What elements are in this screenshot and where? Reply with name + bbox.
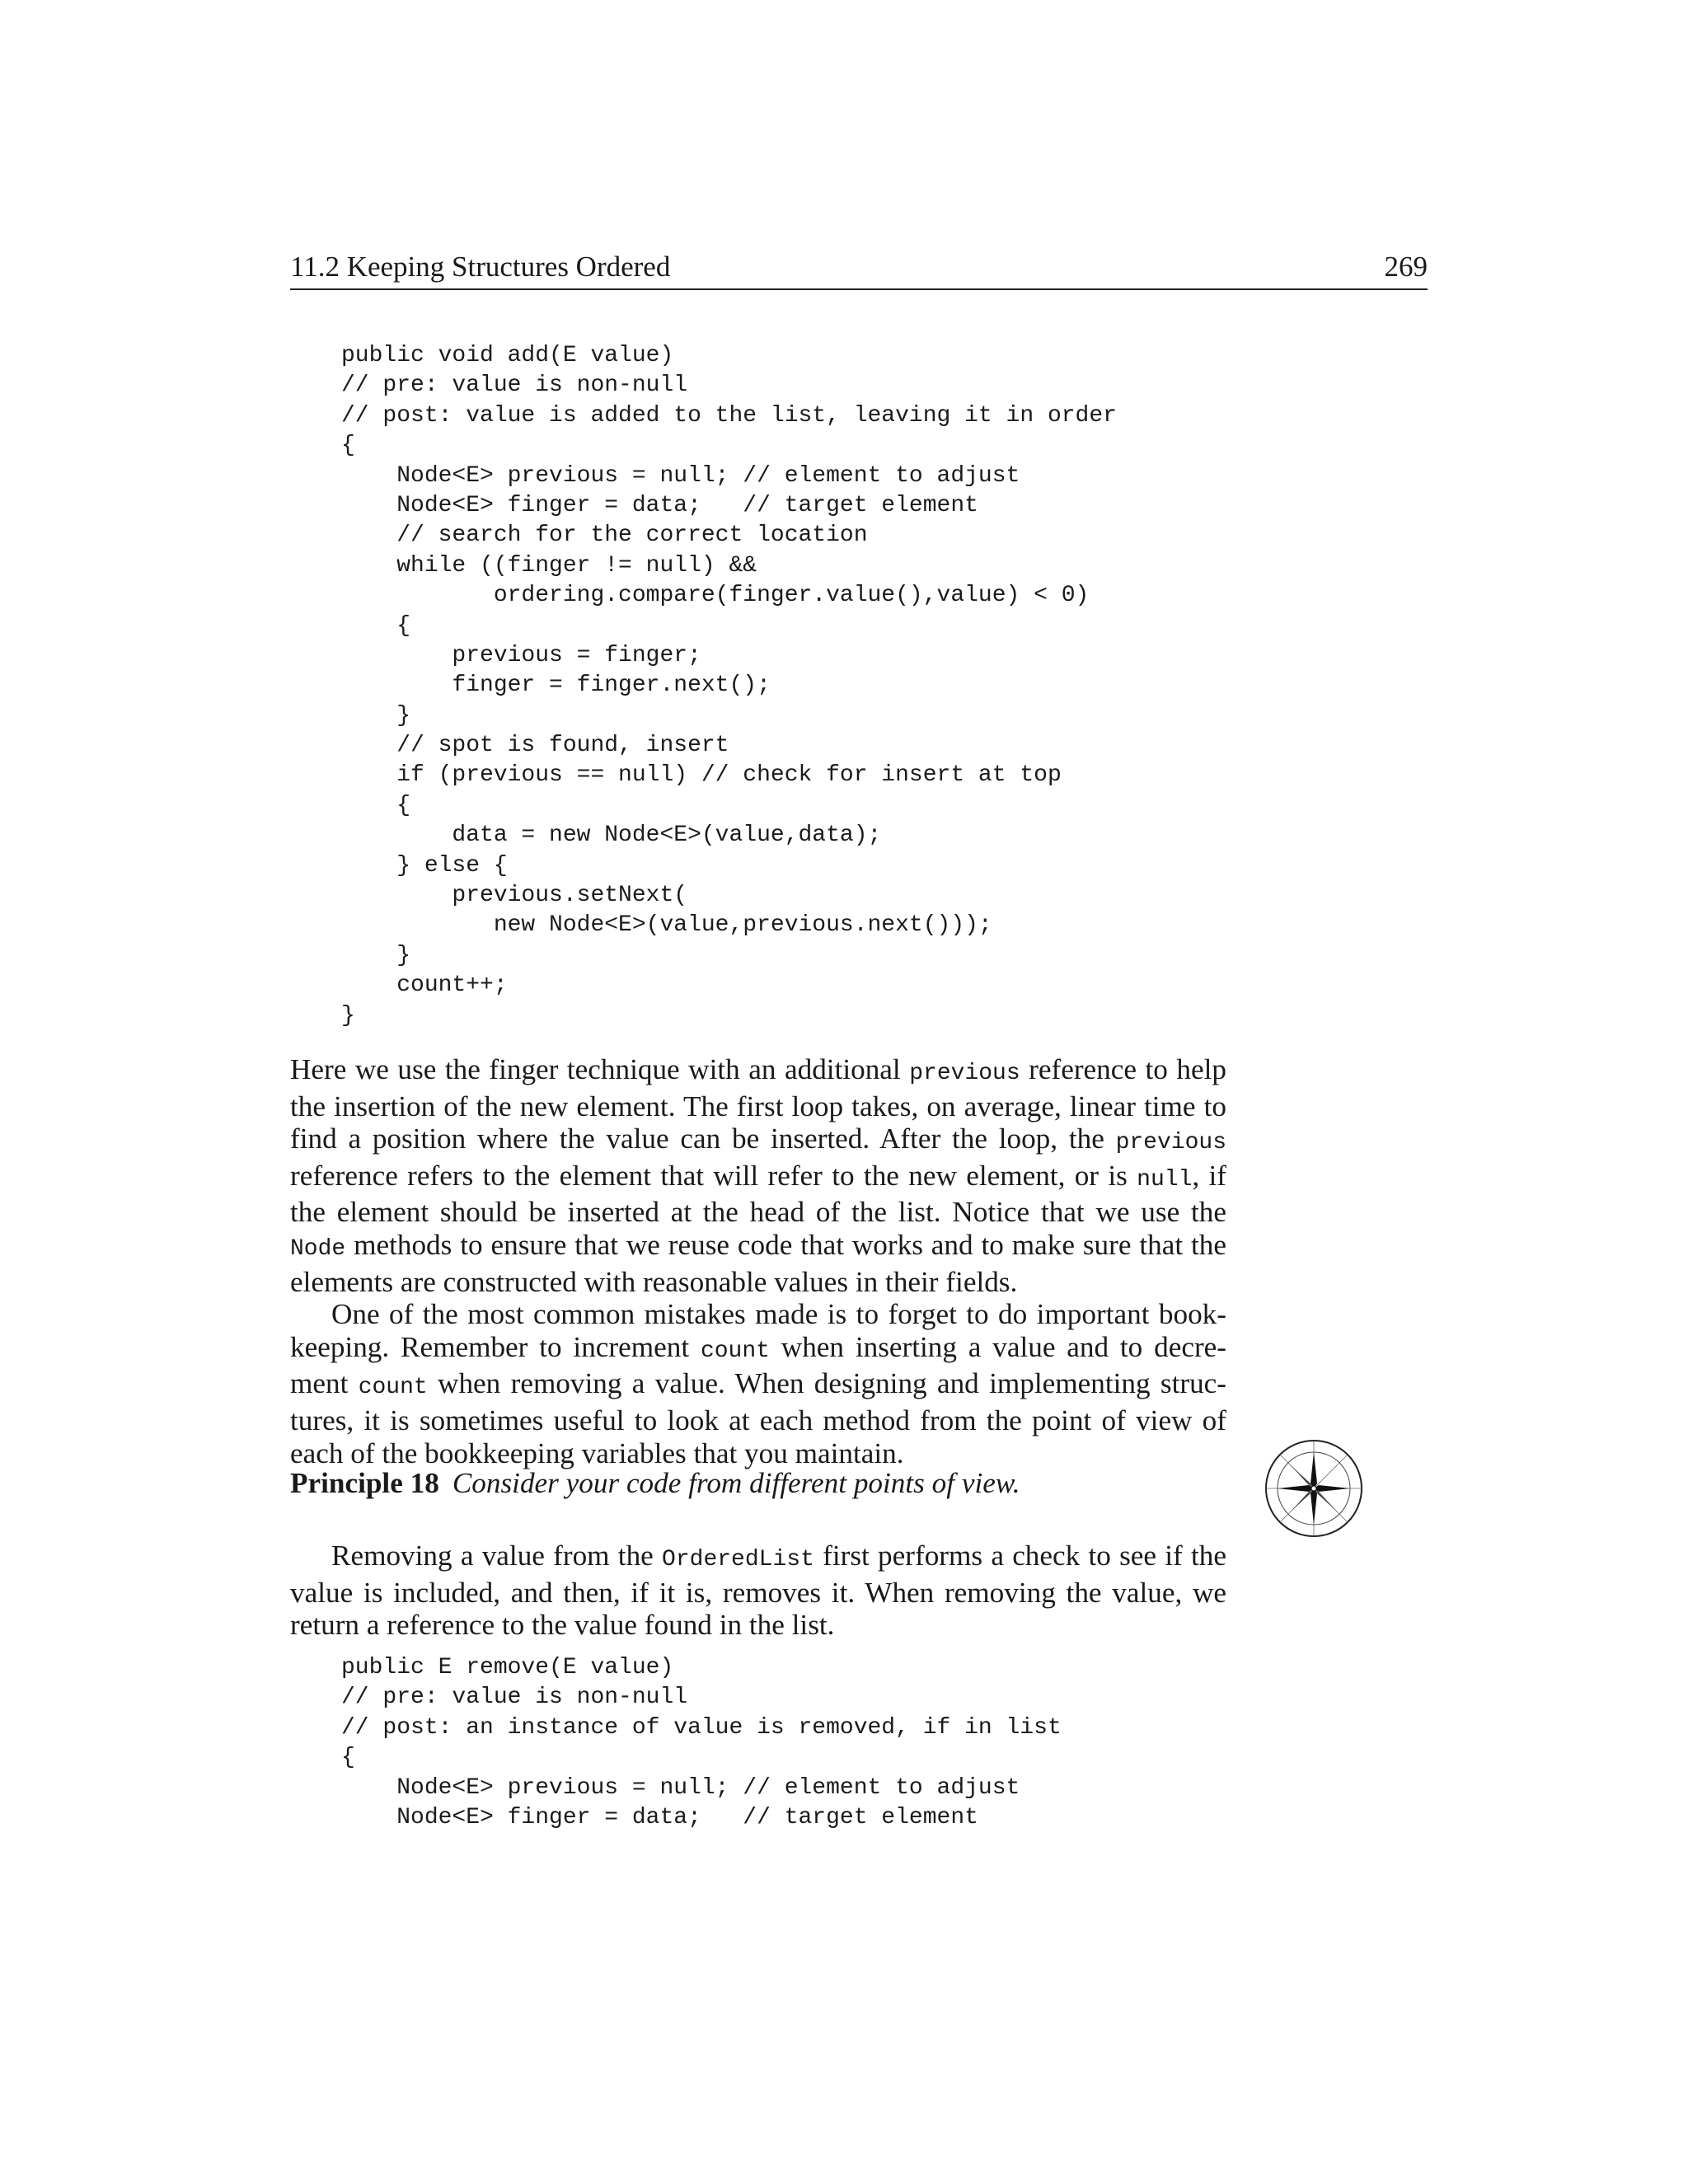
code-listing-remove	[341, 1653, 1062, 1833]
code-line: }	[341, 942, 411, 968]
text-run: One of the most common mistakes made is to forget to do important bookkeeping. Remember to increment	[290, 1298, 1226, 1363]
paragraph-bookkeeping	[290, 1298, 1226, 1469]
page-number: 269	[1384, 251, 1428, 283]
text-run: reference to help the insertion of the new element. The first loop takes, on average, linear time to find a position where the value can be inserted. After the loop, the	[290, 1053, 1226, 1155]
code-line: count++;	[341, 972, 508, 999]
code-line: {	[341, 792, 411, 818]
inline-code: Node	[290, 1235, 346, 1262]
inline-code: OrderedList	[662, 1547, 814, 1572]
text-run: first performs a check to see if the value is included, and then, if it is, removes it. When removing the value, we return a reference to the value found in the list.	[290, 1540, 1226, 1642]
running-header	[290, 249, 1428, 290]
inline-code: count	[358, 1375, 428, 1401]
paragraph-remove	[290, 1540, 1226, 1642]
inline-code: null	[1137, 1166, 1193, 1193]
code-line: data = new Node<E>(value,data);	[341, 823, 882, 849]
code-line: // pre: value is non-null	[341, 1685, 688, 1711]
code-line: Node<E> previous = null; // element to adjust	[341, 462, 1020, 489]
code-line: public void add(E value)	[341, 343, 674, 368]
principle-label: Principle 18	[290, 1467, 439, 1499]
code-line: // spot is found, insert	[341, 733, 729, 759]
text-run: methods to ensure that we reuse code that works and to make sure that the elements are constructed with reasonable values in their fields.	[290, 1228, 1226, 1298]
code-line: }	[341, 702, 411, 729]
principle-text: Consider your code from different points of view.	[452, 1467, 1020, 1499]
code-line: Node<E> previous = null; // element to adjust	[341, 1774, 1020, 1801]
compass-rose-icon	[1263, 1437, 1365, 1540]
code-line: // post: an instance of value is removed, if in list	[341, 1714, 1062, 1741]
inline-code: previous	[909, 1061, 1020, 1086]
text-run: reference refers to the element that will refer to the new element, or is	[290, 1159, 1137, 1192]
code-line: {	[341, 433, 355, 459]
code-line: Node<E> finger = data; // target element	[341, 1804, 978, 1830]
code-line: previous = finger;	[341, 642, 701, 668]
code-line: {	[341, 612, 411, 639]
code-line: // post: value is added to the list, leaving it in order	[341, 402, 1117, 429]
code-line: }	[341, 1002, 355, 1029]
paragraph-finger-technique	[290, 1053, 1226, 1298]
section-title: 11.2 Keeping Structures Ordered	[290, 251, 671, 283]
text-run: when removing a value. When designing and implementing structures, it is sometimes useful to look at each method from the point of view of each of the bookkeeping variables that you maintain.	[290, 1367, 1227, 1469]
code-listing-add	[341, 341, 1117, 1031]
text-run: Here we use the finger technique with an additional	[290, 1053, 910, 1085]
text-run: Removing a value from the	[331, 1540, 663, 1572]
code-line: while ((finger != null) &&	[341, 552, 757, 579]
text-run: , if the element should be inserted at the head of the list. Notice that we use the	[290, 1159, 1227, 1229]
body-text-1	[290, 1053, 1226, 1469]
code-line: Node<E> finger = data; // target element	[341, 492, 978, 518]
code-line: } else {	[341, 852, 508, 879]
code-line: public E remove(E value)	[341, 1655, 674, 1680]
code-line: ordering.compare(finger.value(),value) < 0)	[341, 583, 1090, 609]
code-line: if (previous == null) // check for insert at top	[341, 762, 1062, 789]
inline-code: count	[700, 1338, 770, 1364]
principle-statement	[290, 1467, 1020, 1500]
body-text-2	[290, 1540, 1226, 1642]
code-line: // pre: value is non-null	[341, 373, 688, 399]
code-line: previous.setNext(	[341, 883, 688, 909]
text-run: when inserting a value and to decrement	[290, 1330, 1226, 1400]
code-line: // search for the correct location	[341, 523, 868, 549]
inline-code: previous	[1115, 1130, 1226, 1156]
code-line: finger = finger.next();	[341, 673, 771, 699]
code-line: {	[341, 1745, 355, 1771]
code-line: new Node<E>(value,previous.next()));	[341, 912, 992, 939]
